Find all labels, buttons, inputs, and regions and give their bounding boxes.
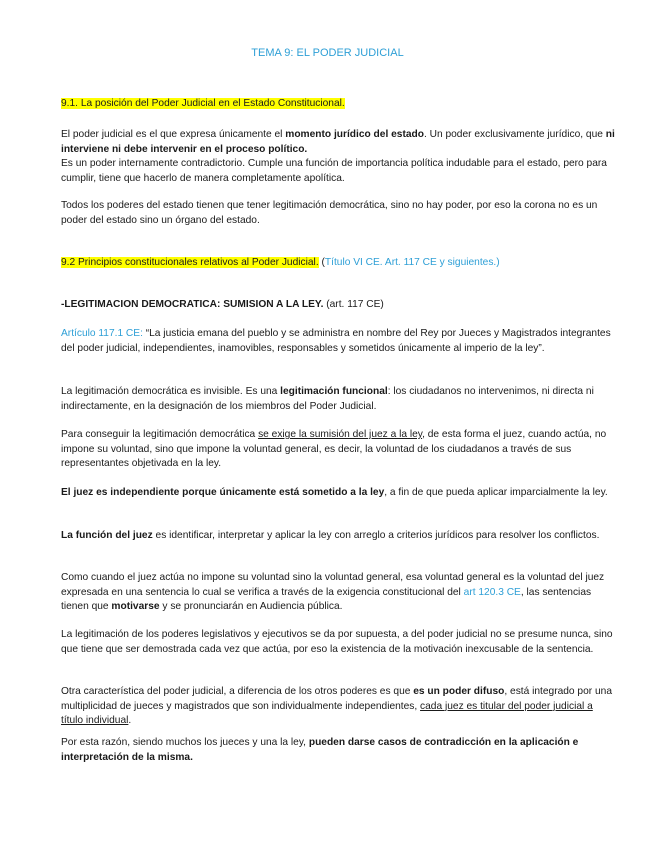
bold-text: legitimación funcional [280,386,388,397]
subheading-legitimacion [61,298,616,313]
paragraph-poder-difuso [61,685,616,729]
text-run: “La justicia emana del pueblo y se administra en nombre del Rey por Jueces y Magistrados integrantes del poder judicial, independientes, inamovibles, responsables y sometidos únicamente al imperio de la ley”. [61,328,611,354]
text-run: (art. 117 CE) [323,299,384,310]
bold-text: pueden darse casos de contradicción en la aplicación e interpretación de la misma. [61,737,579,763]
paragraph-juez-independiente [61,486,616,501]
bold-text: El juez es independiente porque únicamente está sometido a la ley [61,487,385,498]
section-heading-9-1 [61,97,616,112]
text-run: Es un poder internamente contradictorio. Cumple una función de importancia política indudable para el estado, pero para cumplir, tiene que hacerlo de manera completamente apolítica. [61,158,607,184]
paragraph-legitimacion-poderes: Todos los poderes del estado tienen que tener legitimación democrática, sino no hay poder, por eso la corona no es un poder del estado sino un órgano del estado. [61,200,598,226]
text-run: Otra característica del poder judicial, a diferencia de los otros poderes es que [61,686,414,697]
text-run: : los ciudadanos no intervenimos, ni directa ni indirectamente, en la designación de los miembros del Poder Judicial. [61,386,594,412]
paragraph-contradiccion [61,736,616,765]
text-run: . [128,715,132,727]
bold-text: ni interviene ni debe intervenir en el proceso político. [61,129,615,155]
text-run: El poder judicial es el que expresa únicamente el [61,129,286,140]
section-heading-9-2 [61,256,616,271]
bold-text: momento jurídico del estado [285,129,424,140]
underlined-text: cada juez es titular del poder judicial a título individual [61,700,593,727]
text-run: ( [318,257,325,268]
article-label: Artículo 117.1 CE: [61,328,143,339]
bold-text: es un poder difuso [413,686,505,697]
text-run: , las sentencias tienen que [61,586,592,613]
text-run: Por esta razón, siendo muchos los jueces y una la ley, [61,737,309,748]
text-run: La legitimación democrática es invisible. Es una [61,386,281,397]
paragraph-motivacion [61,571,616,615]
document-title: TEMA 9: EL PODER JUDICIAL [251,47,404,59]
article-reference: art 120.3 CE [463,586,521,598]
text-run: Para conseguir la legitimación democrática [61,429,259,440]
text-run: . Un poder exclusivamente jurídico, que [423,129,606,140]
bold-text: La función del juez [61,530,153,541]
article-117-quote [61,327,616,356]
text-run: y se pronunciarán en Audiencia pública. [159,601,343,613]
text-run: , está integrado por una multiplicidad de jueces y magistrados que son individualmente independientes, [61,686,612,712]
paragraph-legitimacion-presunta: La legitimación de los poderes legislativos y ejecutivos se da por supuesta, a del poder judicial no se presume nunca, sino que tiene que ser demostrada cada vez que actúa, por eso la existencia de la motivación inexcusable de la sentencia. [61,629,613,655]
underlined-text: se exige la sumisión del juez a la ley [258,429,423,440]
text-run: , de esta forma el juez, cuando actúa, no impone su voluntad, sino que impone la voluntad general, es decir, la voluntad de los ciudadanos a través de sus representantes objetivada en la ley. [61,429,607,470]
bold-text: -LEGITIMACION DEMOCRATICA: SUMISION A LA LEY. [61,299,324,310]
highlighted-heading-text: 9.1. La posición del Poder Judicial en el Estado Constitucional. [61,98,345,109]
paragraph-legitimacion-funcional [61,385,616,414]
paragraph-sumision-ley [61,428,616,472]
text-run: es identificar, interpretar y aplicar la ley con arreglo a criterios jurídicos para resolver los conflictos. [152,530,600,541]
highlighted-heading-text: 9.2 Principios constitucionales relativos al Poder Judicial. [61,257,319,268]
paragraph-funcion-juez [61,529,616,544]
paragraph-poder-juridico [61,128,616,186]
title-reference: Título VI CE. Art. 117 CE y siguientes.) [324,257,500,268]
text-run: Como cuando el juez actúa no impone su voluntad sino la voluntad general, esa voluntad general es la voluntad del juez expresada en una sentencia lo cual se verifica a través de la exigencia constitucional del [61,572,605,598]
bold-text: motivarse [111,601,160,613]
text-run: , a fin de que pueda aplicar imparcialmente la ley. [384,487,608,498]
